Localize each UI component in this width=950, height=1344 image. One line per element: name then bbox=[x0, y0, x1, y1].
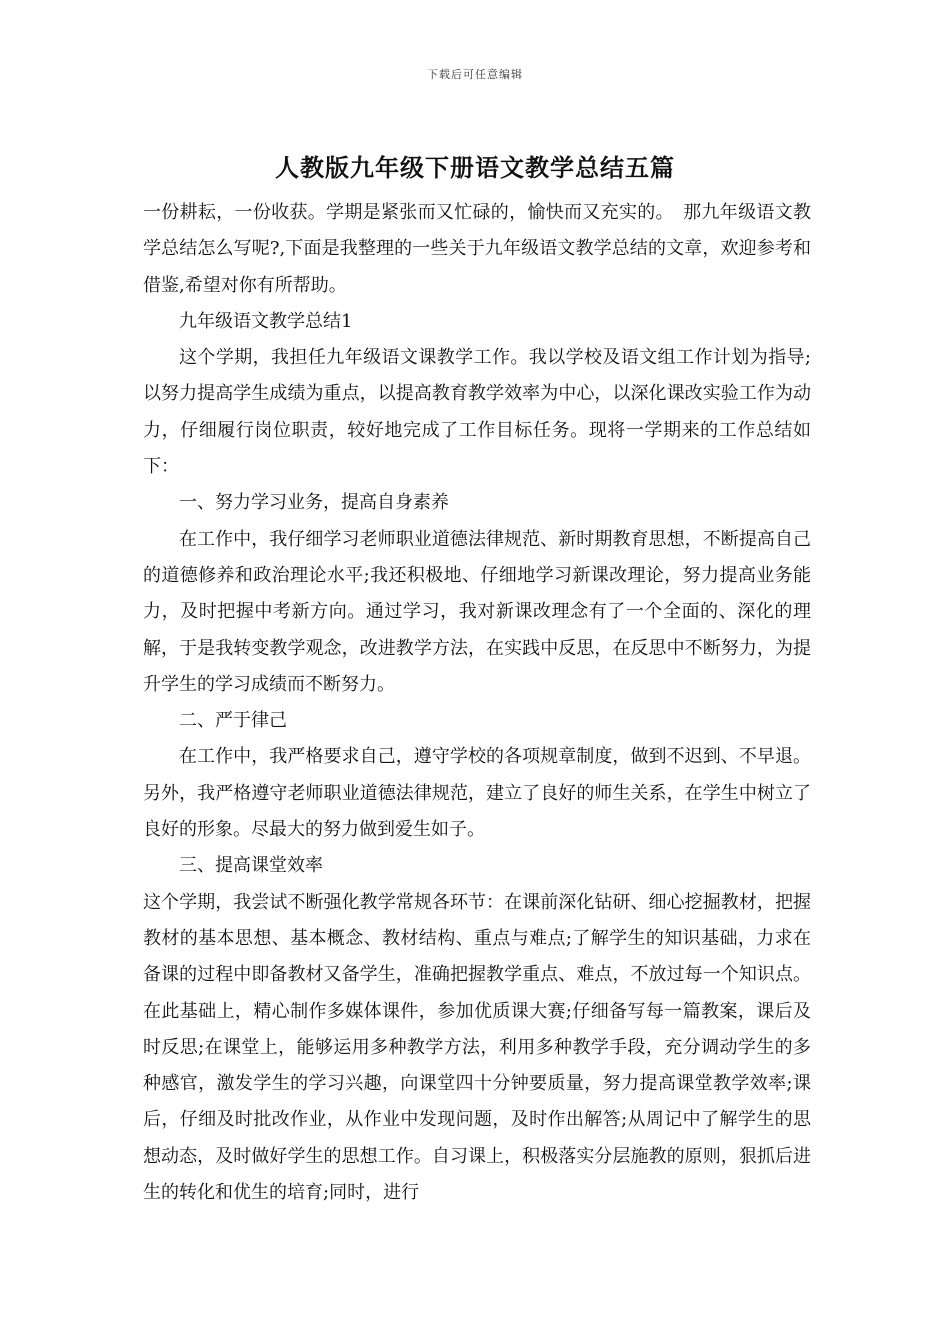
paragraph: 这个学期，我尝试不断强化教学常规各环节：在课前深化钻研、细心挖掘教材，把握教材的基本思想、基本概念、教材结构、重点与难点;了解学生的知识基础，力求在备课的过程中即备教材又备学生，准确把握教学重点、难点，不放过每一个知识点。在此基础上，精心制作多媒体课件，参加优质课大赛;仔细备写每一篇教案，课后及时反思;在课堂上，能够运用多种教学方法，利用多种教学手段，充分调动学生的多种感官，激发学生的学习兴趣，向课堂四十分钟要质量，努力提高课堂教学效率;课后，仔细及时批改作业，从作业中发现问题，及时作出解答;从周记中了解学生的思想动态，及时做好学生的思想工作。自习课上，积极落实分层施教的原则，狠抓后进生的转化和优生的培育;同时，进行 bbox=[143, 891, 811, 1204]
paragraph: 这个学期，我担任九年级语文课教学工作。我以学校及语文组工作计划为指导;以努力提高学生成绩为重点，以提高教育教学效率为中心，以深化课改实验工作为动力，仔细履行岗位职责，较好地完成了工作目标任务。现将一学期来的工作总结如下： bbox=[143, 347, 811, 478]
document-title: 人教版九年级下册语文教学总结五篇 bbox=[275, 153, 675, 182]
section-heading: 三、提高课堂效率 bbox=[179, 855, 323, 877]
paragraph: 一份耕耘，一份收获。学期是紧张而又忙碌的，愉快而又充实的。 那九年级语文教学总结怎么写呢?,下面是我整理的一些关于九年级语文教学总结的文章，欢迎参考和借鉴,希望对你有所帮助。 bbox=[143, 202, 811, 296]
paragraph: 在工作中，我严格要求自己，遵守学校的各项规章制度，做到不迟到、不早退。另外，我严格遵守老师职业道德法律规范，建立了良好的师生关系，在学生中树立了良好的形象。尽最大的努力做到爱生如子。 bbox=[143, 746, 811, 841]
section-heading: 二、严于律己 bbox=[179, 710, 287, 732]
header-note: 下载后可任意编辑 bbox=[427, 68, 523, 81]
section-heading: 一、努力学习业务，提高自身素养 bbox=[179, 492, 449, 514]
paragraph: 九年级语文教学总结1 bbox=[179, 310, 353, 332]
paragraph: 在工作中，我仔细学习老师职业道德法律规范、新时期教育思想，不断提高自己的道德修养和政治理论水平;我还积极地、仔细地学习新课改理论，努力提高业务能力，及时把握中考新方向。通过学习，我对新课改理念有了一个全面的、深化的理解，于是我转变教学观念，改进教学方法，在实践中反思，在反思中不断努力，为提升学生的学习成绩而不断努力。 bbox=[143, 528, 811, 695]
document-body bbox=[143, 195, 811, 1211]
